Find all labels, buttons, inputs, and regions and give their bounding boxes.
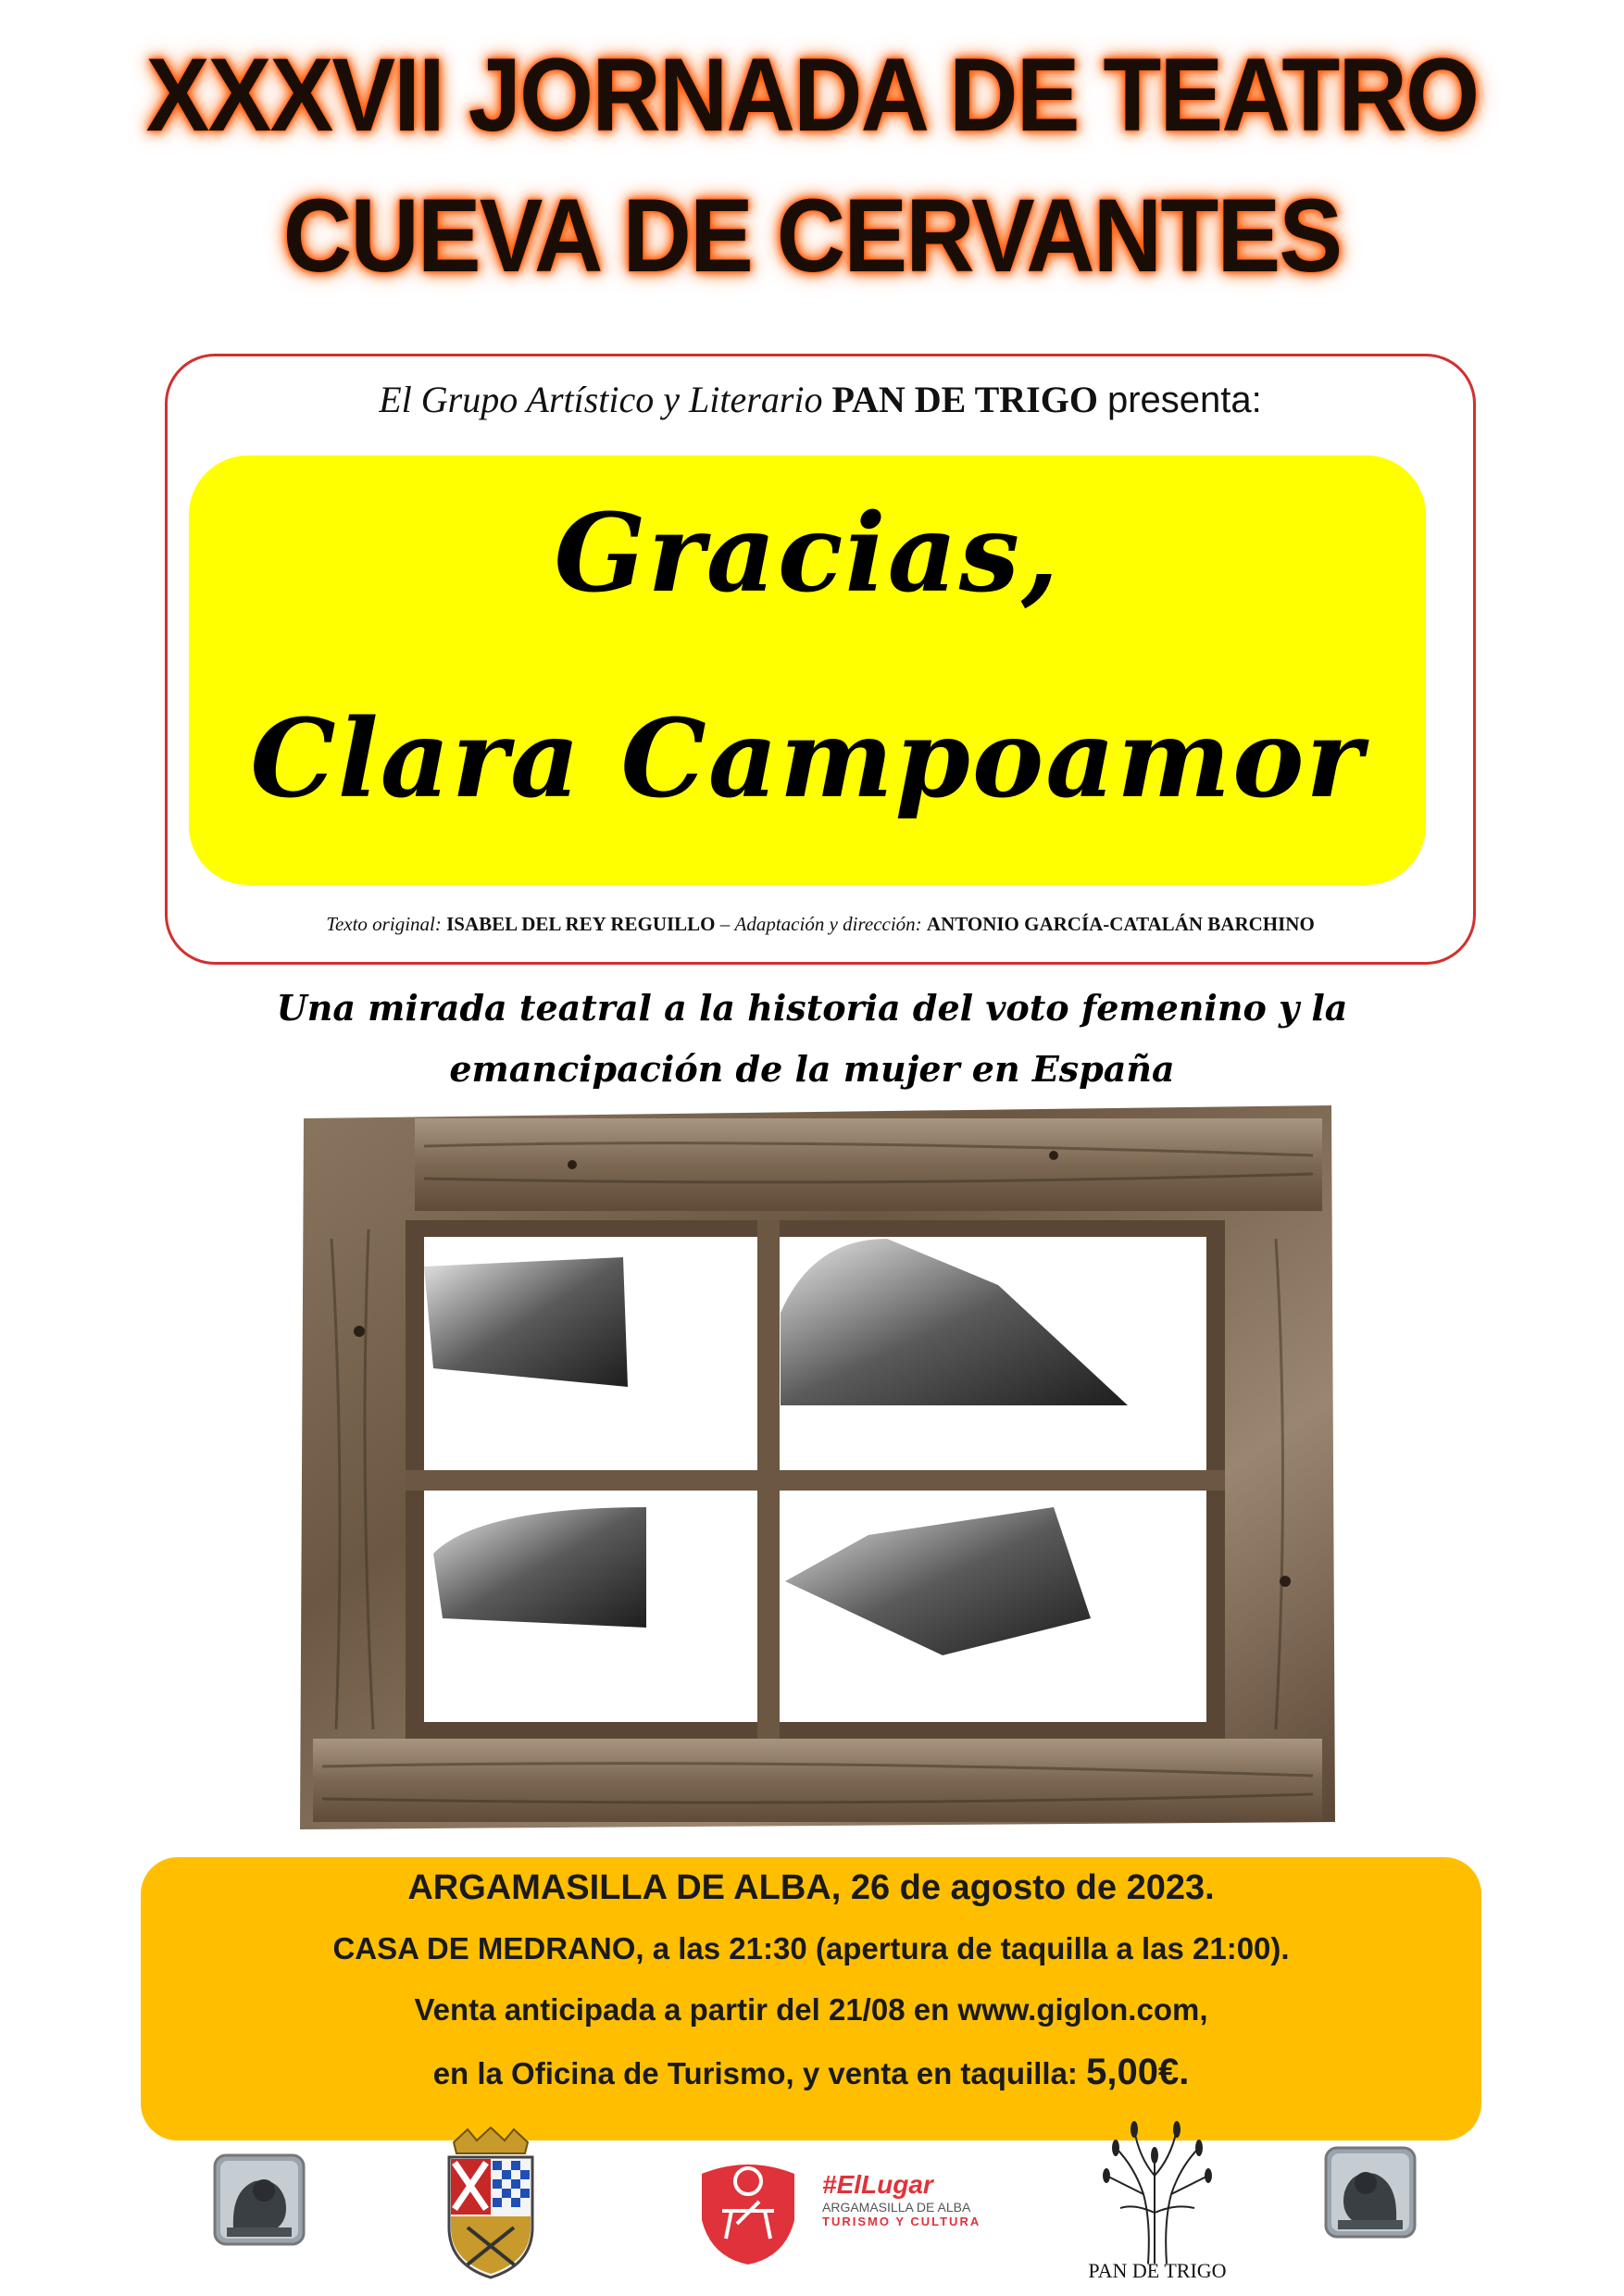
text-label: Texto original:: [326, 913, 442, 935]
ellugar-town: ARGAMASILLA DE ALBA: [822, 2200, 971, 2215]
text-author: ISABEL DEL REY REGUILLO: [446, 913, 716, 935]
presenter-line: [165, 378, 1476, 421]
header-title-line1: XXXVII JORNADA DE TEATRO: [145, 37, 1479, 153]
play-title-line2: Clara Campoamor: [250, 696, 1365, 822]
tagline-line1: Una mirada teatral a la historia del voto femenino y la: [276, 987, 1348, 1029]
event-place-date: ARGAMASILLA DE ALBA, 26 de agosto de 2023.: [407, 1868, 1215, 1907]
event-tickets-text: en la Oficina de Turismo, y venta en taquilla:: [432, 2056, 1087, 2090]
lion-statue-right-icon: [1324, 2146, 1417, 2239]
play-title-line1: Gracias,: [554, 491, 1061, 617]
event-price: 5,00€.: [1086, 2052, 1190, 2092]
presenter-intro: El Grupo Artístico y Literario: [379, 379, 823, 420]
tagline-line2: emancipación de la mujer en España: [449, 1048, 1175, 1090]
ellugar-hashtag: #ElLugar: [822, 2170, 933, 2199]
presents-word: presenta:: [1106, 380, 1262, 420]
pan-de-trigo-label: PAN DE TRIGO: [1088, 2259, 1227, 2282]
pan-de-trigo-tree-icon: [1097, 2120, 1218, 2268]
wooden-window-image: [294, 1100, 1341, 1831]
ellugar-text-block: [822, 2170, 981, 2228]
credits-line: [165, 913, 1476, 936]
adaptation-label: Adaptación y dirección:: [734, 913, 922, 935]
event-venue-time: CASA DE MEDRANO, a las 21:30 (apertura de taquilla a las 21:00).: [332, 1931, 1290, 1965]
credits-separator: –: [719, 913, 731, 935]
header-title-line2: CUEVA DE CERVANTES: [282, 178, 1342, 293]
window-illustration: [294, 1100, 1341, 1831]
ellugar-logo-icon: [683, 2155, 813, 2266]
ellugar-tagline: TURISMO Y CULTURA: [822, 2215, 981, 2228]
event-tickets: [141, 2052, 1481, 2093]
lion-statue-left-icon: [213, 2153, 306, 2246]
group-name: PAN DE TRIGO: [831, 379, 1098, 420]
coat-of-arms-icon: [440, 2126, 542, 2283]
adaptation-author: ANTONIO GARCÍA-CATALÁN BARCHINO: [926, 913, 1315, 935]
event-presale: Venta anticipada a partir del 21/08 en www.giglon.com,: [414, 1992, 1208, 2027]
